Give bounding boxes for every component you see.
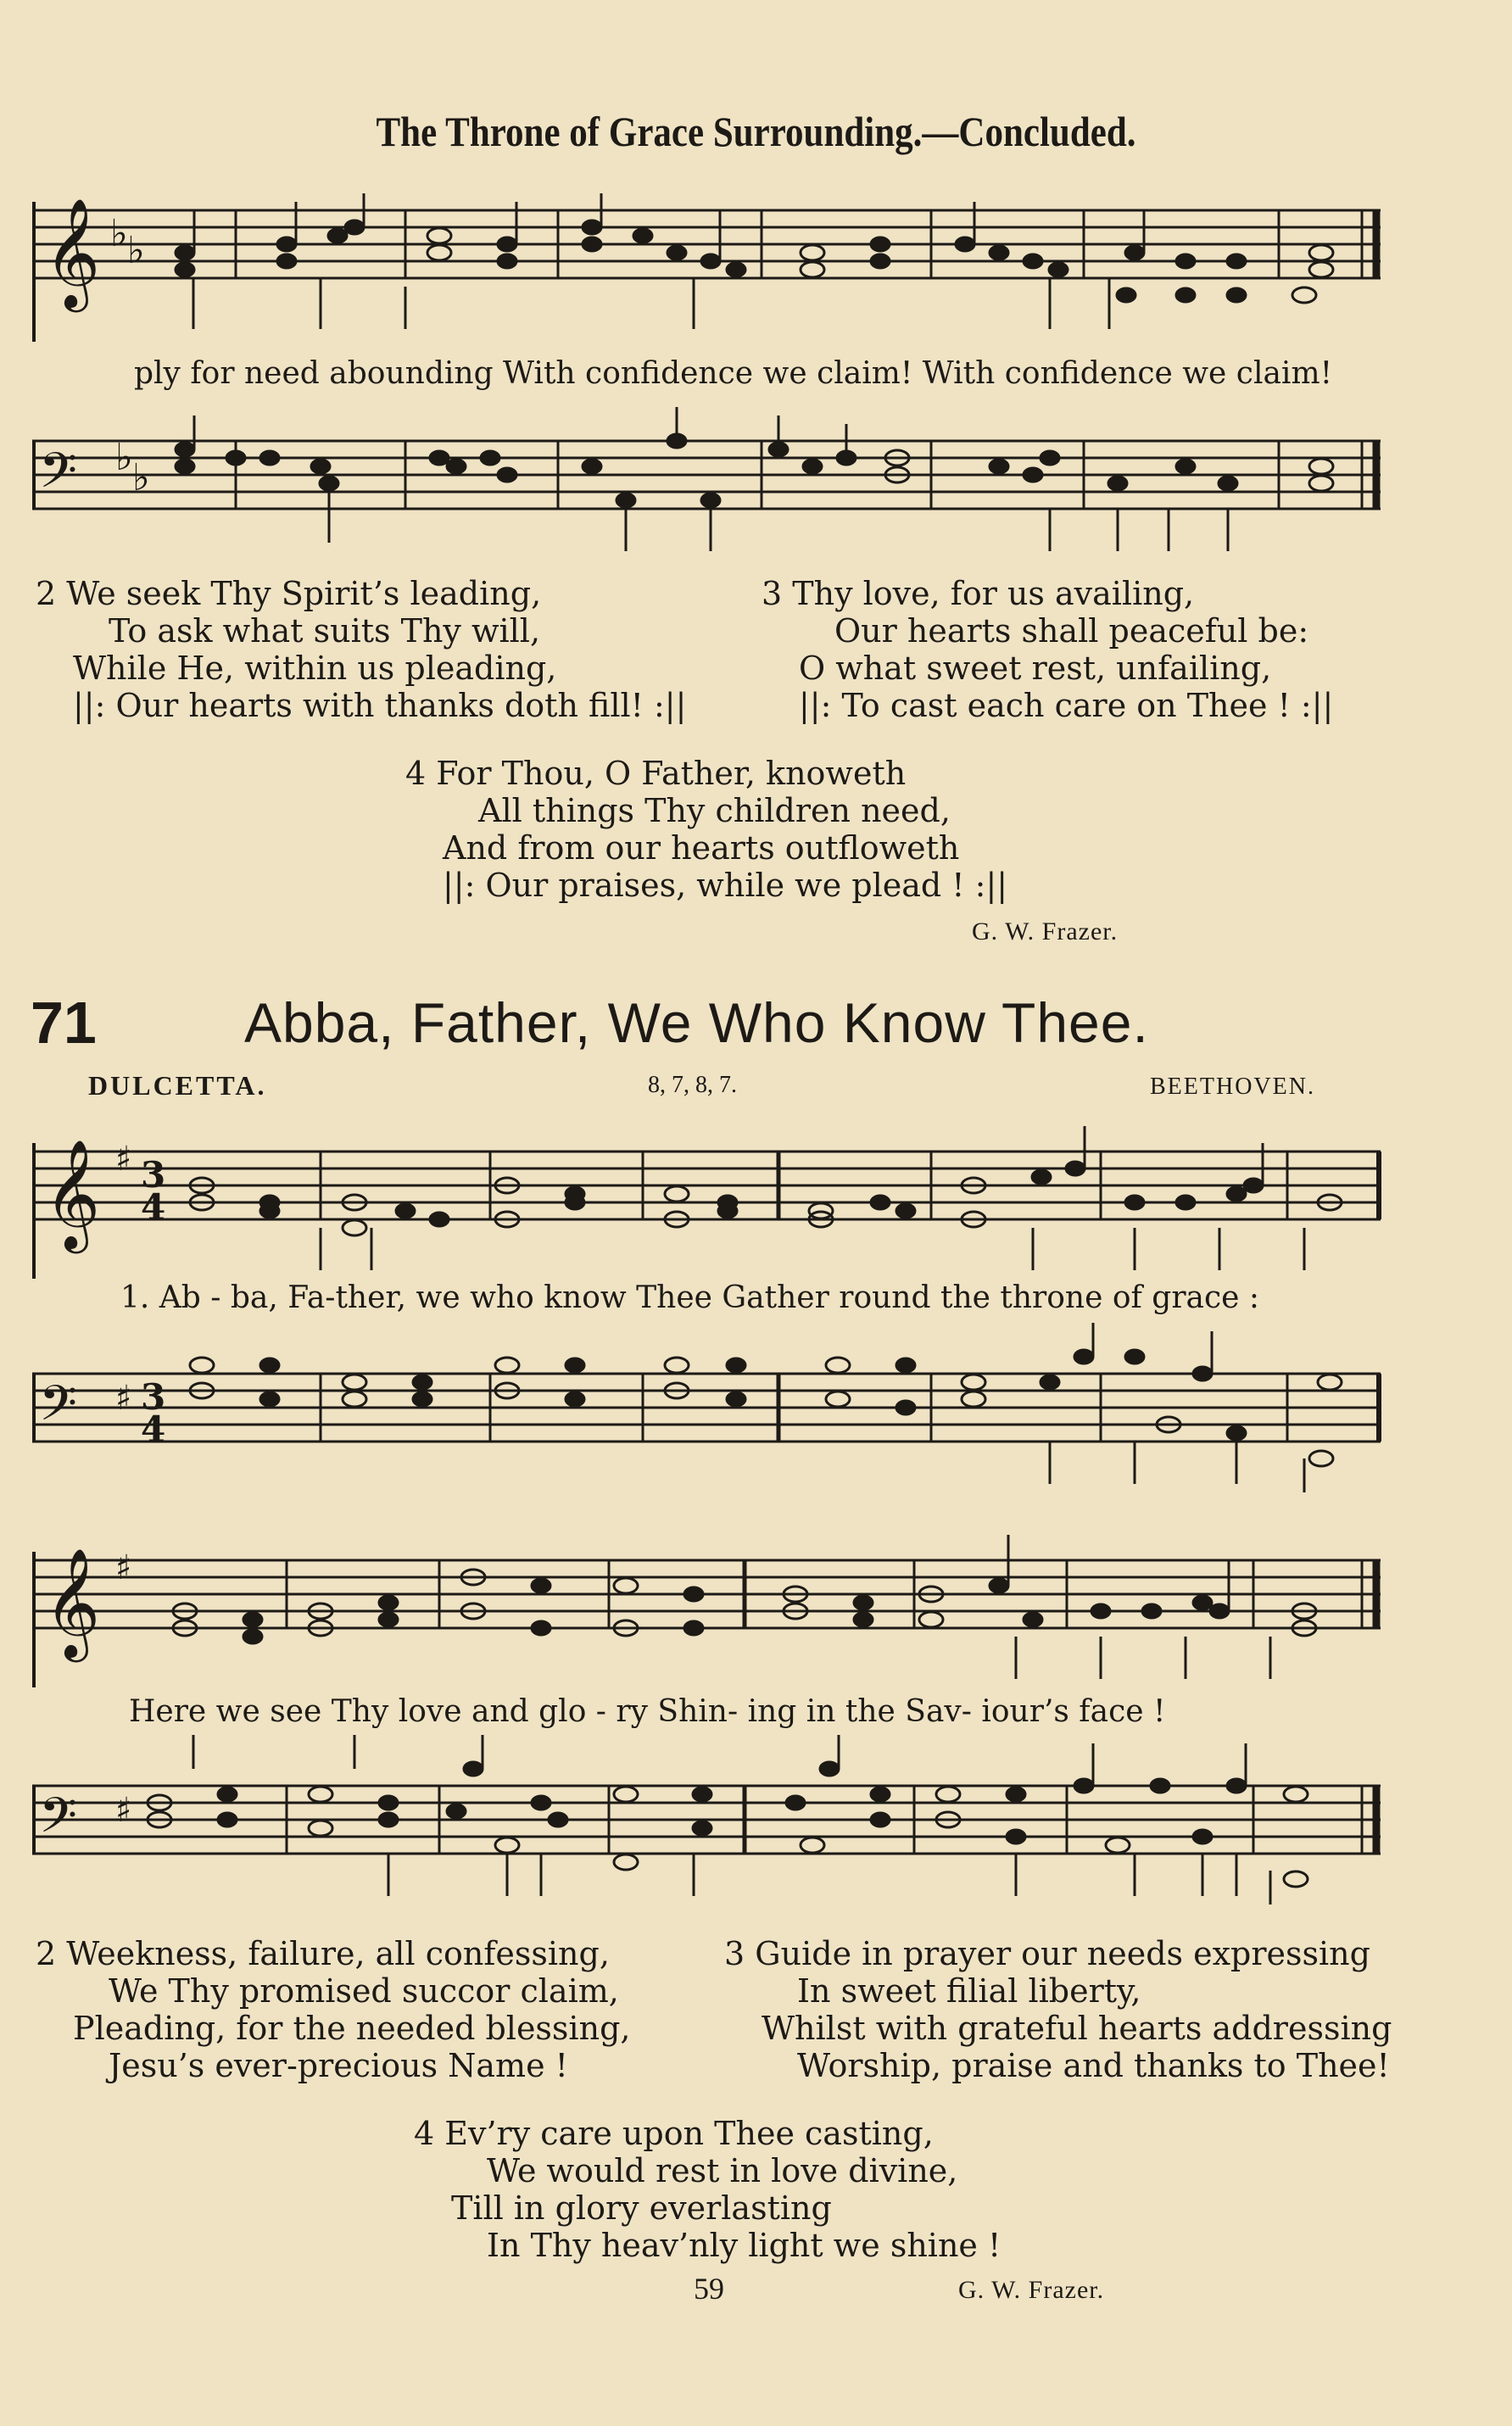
verse-line: While He, within us pleading, xyxy=(73,650,557,687)
verse-3 xyxy=(724,1935,1392,2084)
verse-4-prev xyxy=(405,755,1007,904)
svg-text:♭: ♭ xyxy=(115,436,133,479)
bass-staff-2 xyxy=(32,1735,1389,1905)
hymn-number: 71 xyxy=(31,990,97,1056)
verse-2 xyxy=(36,1935,630,2084)
verse-2-prev xyxy=(36,575,686,724)
verse-line: Worship, praise and thanks to Thee! xyxy=(797,2047,1390,2084)
lyric-line-2: Here we see Thy love and glo - ry Shin- ing in the Sav- iour’s face ! xyxy=(129,1694,1166,1729)
svg-text:♯: ♯ xyxy=(115,1379,132,1418)
verse-line: Our hearts shall peaceful be: xyxy=(834,612,1309,650)
hymn-title: Abba, Father, We Who Know Thee. xyxy=(244,991,1149,1054)
verse-line: 2 We seek Thy Spirit’s leading, xyxy=(36,575,542,612)
verse-line: ||: Our praises, while we plead ! :|| xyxy=(443,867,1008,904)
verse-line: Pleading, for the needed blessing, xyxy=(73,2010,631,2047)
svg-text:𝄢: 𝄢 xyxy=(39,1375,78,1444)
verse-line: O what sweet rest, unfailing, xyxy=(799,650,1272,687)
verse-line: Jesu’s ever-precious Name ! xyxy=(109,2047,568,2084)
treble-staff-prev xyxy=(32,193,1389,346)
svg-text:♭: ♭ xyxy=(110,212,128,255)
verse-line: 3 Guide in prayer our needs expressing xyxy=(724,1935,1370,1972)
page-number: 59 xyxy=(694,2272,724,2306)
verse-line: 2 Weekness, failure, all confessing, xyxy=(36,1935,610,1972)
tune-name: DULCETTA. xyxy=(88,1070,267,1101)
svg-text:4: 4 xyxy=(141,1408,166,1450)
svg-text:𝄢: 𝄢 xyxy=(39,442,78,511)
svg-text:𝄞: 𝄞 xyxy=(44,1548,101,1658)
verse-line: In sweet filial liberty, xyxy=(797,1972,1141,2010)
verse-line: 4 For Thou, O Father, knoweth xyxy=(405,755,907,792)
verse-line: ||: Our hearts with thanks doth fill! :|| xyxy=(73,687,687,724)
svg-text:𝄞: 𝄞 xyxy=(44,1139,101,1249)
verse-4 xyxy=(414,2115,1001,2264)
verse-line: To ask what suits Thy will, xyxy=(109,612,541,650)
time-signature-top: 3 xyxy=(141,1154,166,1196)
verse-line: All things Thy children need, xyxy=(478,792,951,829)
svg-text:♯: ♯ xyxy=(115,1791,132,1830)
running-title: The Throne of Grace Surrounding.—Concluded. xyxy=(376,108,1136,155)
svg-text:♭: ♭ xyxy=(127,229,145,272)
svg-text:♭: ♭ xyxy=(132,456,150,499)
verse-line: And from our hearts outfloweth xyxy=(443,829,960,867)
lyric-line-prev: ply for need abounding With confidence we claim! With confidence we claim! xyxy=(134,356,1333,391)
verse-3-prev xyxy=(762,575,1333,724)
verse-line: Whilst with grateful hearts addressing xyxy=(762,2010,1392,2047)
verse-line: 3 Thy love, for us availing, xyxy=(762,575,1195,612)
author-credit-prev: G. W. Frazer. xyxy=(972,917,1119,945)
verse-line: Till in glory everlasting xyxy=(451,2189,832,2227)
svg-text:♯: ♯ xyxy=(115,1140,132,1179)
treble-staff-2 xyxy=(32,1526,1389,1696)
verse-line: We Thy promised succor claim, xyxy=(109,1972,619,2010)
meter: 8, 7, 8, 7. xyxy=(648,1072,737,1098)
svg-text:3: 3 xyxy=(141,1376,166,1418)
verse-line: In Thy heav’nly light we shine ! xyxy=(487,2227,1001,2264)
verse-line: We would rest in love divine, xyxy=(487,2152,958,2189)
time-signature-bottom: 4 xyxy=(141,1186,166,1228)
verse-line: 4 Ev’ry care upon Thee casting, xyxy=(414,2115,934,2152)
treble-staff-1 xyxy=(32,1118,1389,1287)
bass-staff-prev xyxy=(32,407,1389,577)
bass-staff-1 xyxy=(32,1323,1389,1492)
verse-line: ||: To cast each care on Thee ! :|| xyxy=(799,687,1334,724)
svg-text:𝄞: 𝄞 xyxy=(44,198,101,308)
composer: BEETHOVEN. xyxy=(1150,1074,1315,1100)
lyric-line-1: 1. Ab - ba, Fa-ther, we who know Thee Gather round the throne of grace : xyxy=(120,1280,1260,1315)
svg-text:♯: ♯ xyxy=(115,1548,132,1587)
svg-text:𝄢: 𝄢 xyxy=(39,1787,78,1856)
author-credit: G. W. Frazer. xyxy=(958,2276,1105,2304)
